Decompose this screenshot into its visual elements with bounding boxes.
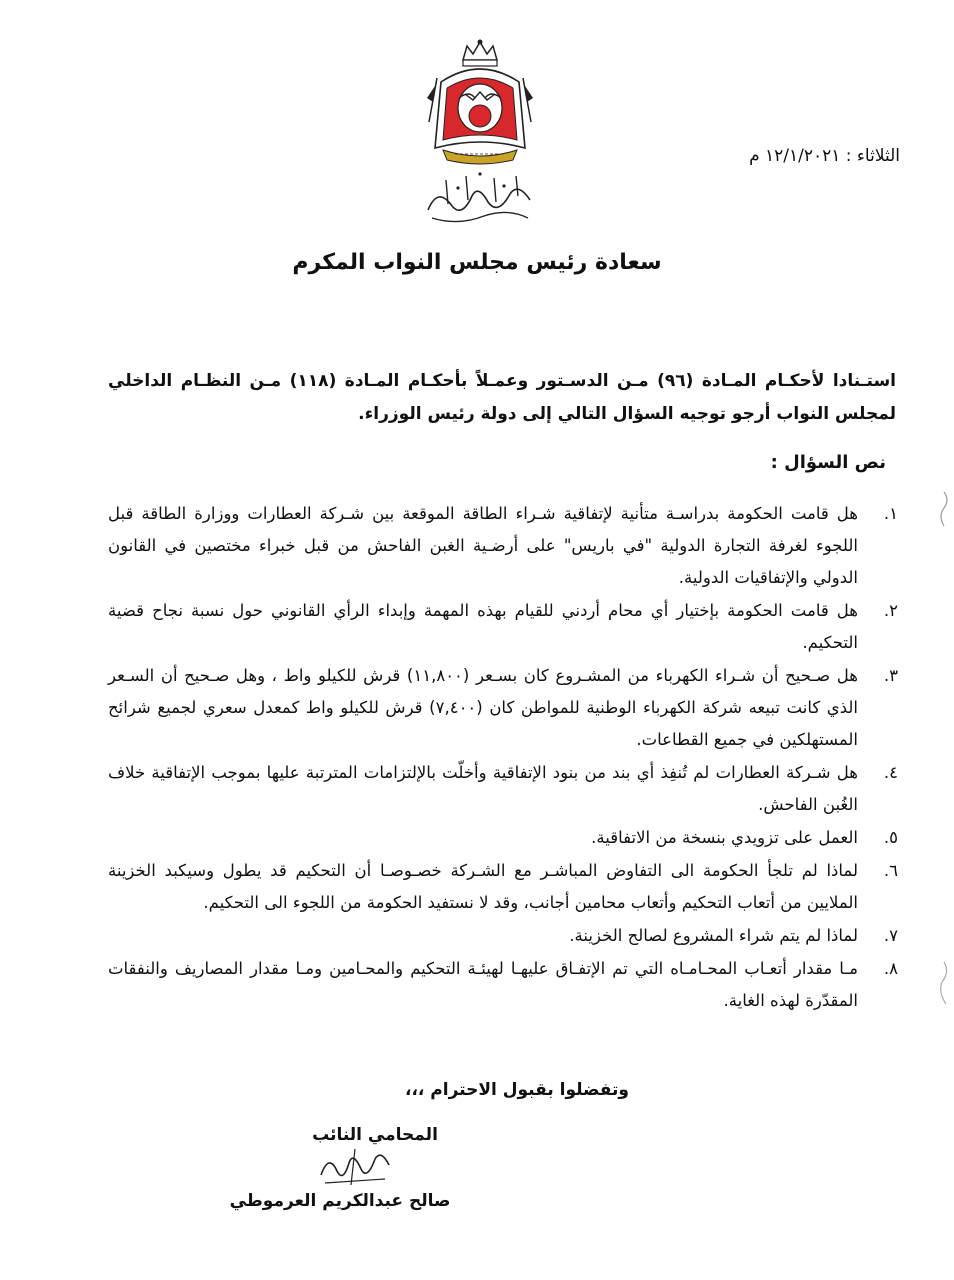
letter-date: الثلاثاء : ١٢/١/٢٠٢١ م (749, 146, 900, 166)
scan-margin-mark (936, 490, 952, 530)
question-text: لماذا لم تلجأ الحكومة الى التفاوض المباشـر مع الشـركة خصـوصـا أن التحكيم قد يطول وسيكبد الخزينة الملايين من أتعاب التحكيم وأتعاب محامين أجانب، وقد لا نستفيد الحكومة من اللجوء الى التحكيم. (108, 861, 858, 912)
intro-paragraph: استـنادا لأحكـام المـادة (٩٦) مـن الدسـتور وعمـلاً بأحكـام المـادة (١١٨) مـن النظـام الداخلي لمجلس النواب أرجو توجيه السؤال التالي إلى دولة رئيس الوزراء. (108, 371, 896, 424)
question-item (108, 595, 898, 659)
signature-block (225, 1125, 455, 1211)
question-text: العمل على تزويدي بنسخة من الاتفاقية. (591, 828, 858, 847)
question-text: مـا مقدار أتعـاب المحـامـاه التي تم الإتفـاق عليهـا لهيئـة التحكيم والمحـامين ومـا مقدار المصاريف والنفقات المقدّرة لهذه الغاية. (108, 959, 858, 1010)
question-text: هل صـحيح أن شـراء الكهرباء من المشـروع كان بسـعر (١١,٨٠٠) قرش للكيلو واط ، وهل صـحيح أن السـعر الذي كانت تبيعه شركة الكهرباء الوطنية للمواطن كان (٧,٤٠٠) قرش للكيلو واط كمعدل سعري لجميع شرائح المستهلكين في جميع القطاعات. (108, 666, 858, 749)
addressee-line: سعادة رئيس مجلس النواب المكرم (292, 250, 662, 275)
question-text: هل قامت الحكومة بإختيار أي محام أردني للقيام بهذه المهمة وإبداء الرأي القانوني حول نسبة نجاح قضية التحكيم. (108, 601, 858, 652)
question-number: ٨. (883, 959, 898, 978)
question-item (108, 498, 898, 594)
question-number: ١. (883, 504, 898, 523)
question-item (108, 920, 898, 952)
question-number: ٤. (883, 763, 898, 782)
handwritten-signature-icon (315, 1145, 395, 1189)
question-number: ٣. (883, 666, 898, 685)
questions-list (108, 498, 898, 1018)
question-number: ٦. (883, 861, 898, 880)
scan-margin-mark (936, 960, 952, 1008)
question-item (108, 660, 898, 756)
question-item (108, 953, 898, 1017)
signer-name: صالح عبدالكريم العرموطي (229, 1191, 451, 1211)
questions-heading: نص السؤال : (770, 452, 886, 473)
signer-title: المحامي النائب (312, 1125, 438, 1145)
question-item (108, 757, 898, 821)
question-item (108, 855, 898, 919)
question-text: هل قامت الحكومة بدراسـة متأنية لإتفاقية شـراء الطاقة الموقعة بين شـركة العطارات ووزارة الطاقة قبل اللجوء لغرفة التجارة الدولية "في باريس" على أرضـية الغبن الفاحش من قبل خبراء مختصين في القانون الدولي والإتفاقيات الدولية. (108, 504, 858, 587)
question-text: هل شـركة العطارات لم تُنفِذ أي بند من بنود الإتفاقية وأخلّت بالإلتزامات المترتبة عليها بموجب الإتفاقية خلاف الغُبن الفاحش. (108, 763, 858, 814)
question-number: ٥. (883, 828, 898, 847)
question-text: لماذا لم يتم شراء المشروع لصالح الخزينة. (569, 926, 858, 945)
parliament-calligraphy-logo (418, 166, 540, 228)
royal-coat-of-arms-icon (425, 38, 535, 166)
closing-line: وتفضلوا بقبول الاحترام ،،، (405, 1080, 629, 1100)
question-number: ٢. (883, 601, 898, 620)
question-item (108, 822, 898, 854)
question-number: ٧. (883, 926, 898, 945)
